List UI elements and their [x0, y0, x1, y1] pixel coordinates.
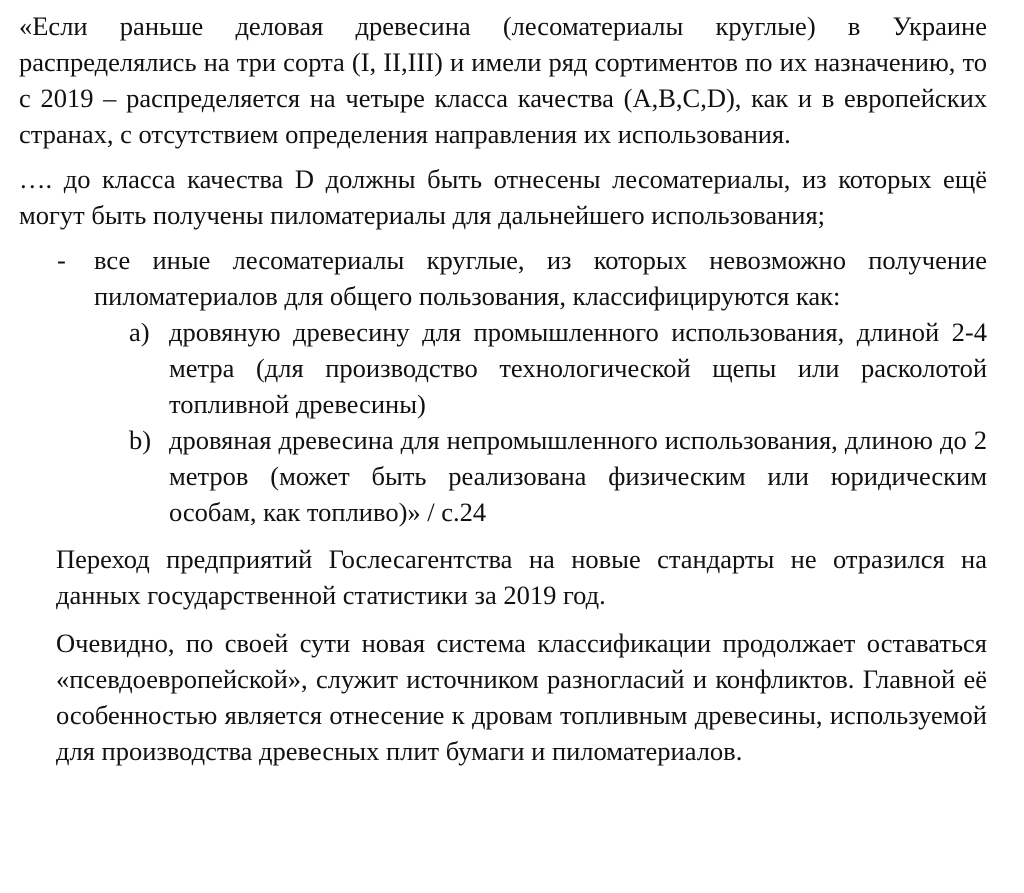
paragraph-3: Переход предприятий Гослесагентства на новые стандарты не отразился на данных государственной статистики за 2019 год. — [56, 544, 987, 610]
sub-list — [19, 314, 987, 530]
sub-item-marker: a) — [129, 317, 150, 347]
dash-item-text: все иные лесоматериалы круглые, из которых невозможно получение пиломатериалов для общего пользования, классифицируются как: — [94, 245, 987, 311]
sub-list-item-b — [19, 422, 987, 530]
dash-marker: - — [57, 245, 66, 275]
quote-paragraph-1: «Если раньше деловая древесина (лесоматериалы круглые) в Украине распределялись на три сорта (I, II,III) и имели ряд сортиментов по их назначению, то с 2019 – распределяется на четыре класса качества (A,B,C,D), как и в европейских странах, с отсутствием определения направления их использования. — [19, 11, 987, 149]
sub-item-marker: b) — [129, 425, 152, 455]
document-page — [19, 8, 987, 769]
dash-list-item — [19, 242, 987, 314]
sub-list-item-a — [19, 314, 987, 422]
sub-item-text: дровяная древесина для непромышленного использования, длиною до 2 метров (может быть реализована физическим или юридическим особам, как топливо)» / с.24 — [169, 425, 987, 527]
sub-item-text: дровяную древесину для промышленного использования, длиной 2-4 метра (для производство технологической щепы или расколотой топливной древесины) — [169, 317, 987, 419]
paragraph-4: Очевидно, по своей сути новая система классификации продолжает оставаться «псевдоевропейской», служит источником разногласий и конфликтов. Главной её особенностью является отнесение к дровам топливным древесины, используемой для производства древесных плит бумаги и пиломатериалов. — [56, 628, 987, 766]
quote-paragraph-2: …. до класса качества D должны быть отнесены лесоматериалы, из которых ещё могут быть получены пиломатериалы для дальнейшего использования; — [19, 164, 987, 230]
